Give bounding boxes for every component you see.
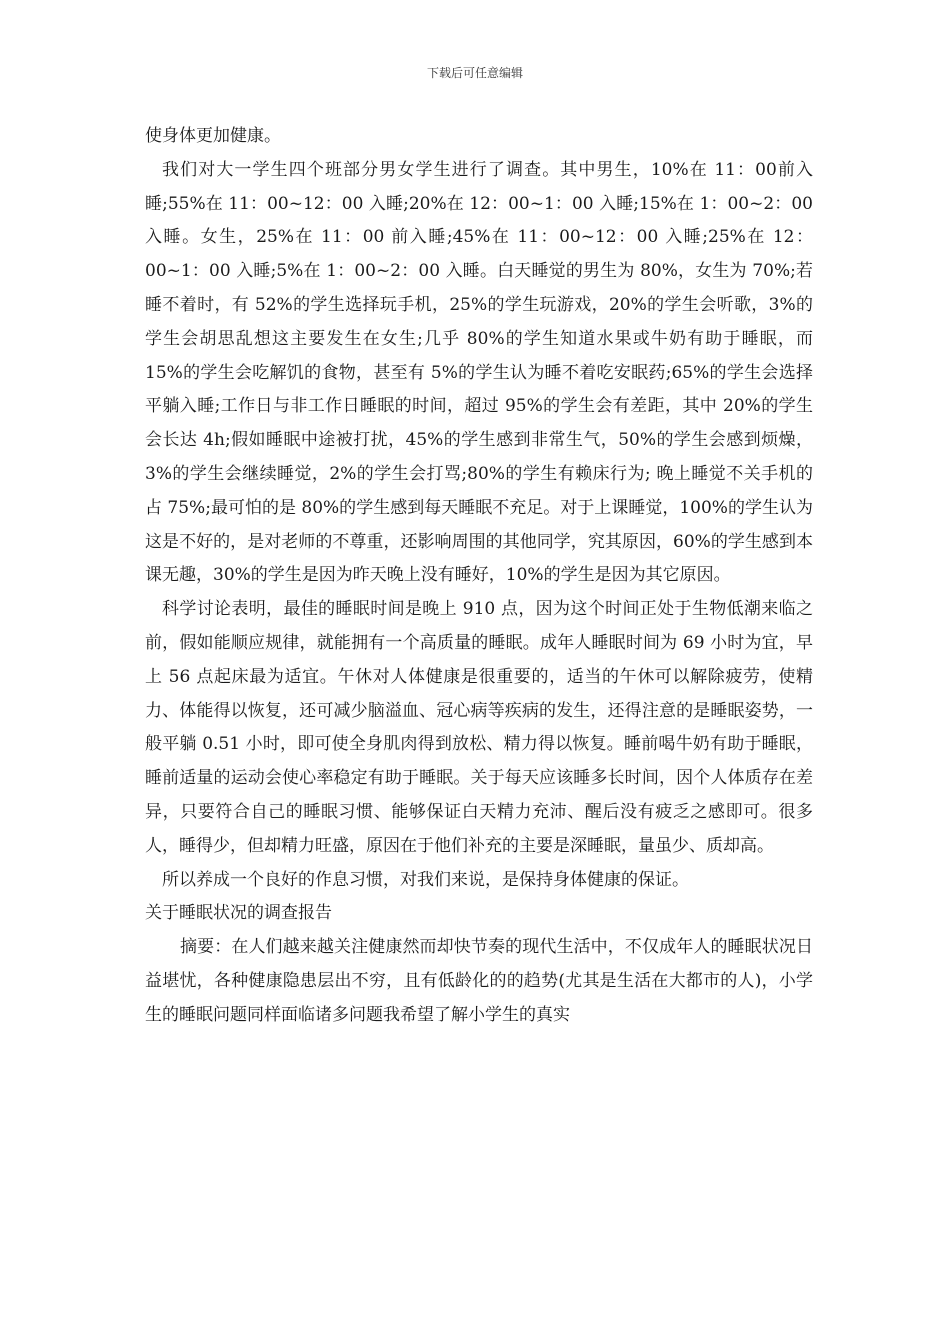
report-title: 关于睡眠状况的调查报告 bbox=[145, 903, 332, 924]
page-header: 下载后可任意编辑 bbox=[426, 66, 523, 80]
paragraph-conclusion: 所以养成一个良好的作息习惯，对我们来说，是保持身体健康的保证。 bbox=[162, 869, 689, 890]
document-body bbox=[145, 120, 813, 1033]
paragraph-scientific-discussion: 科学讨论表明，最佳的睡眠时间是晚上 910 点，因为这个时间正处于生物低潮来临之前，假如能顺应规律，就能拥有一个高质量的睡眠。成年人睡眠时间为 69 小时为宜，早上 56 点起床最为适宜。午休对人体健康是很重要的，适当的午休可以解除疲劳，使精力、体能得以恢复，还可减少脑溢血、冠心病等疾病的发生，还得注意的是睡眠姿势，一般平躺 0.51 小时，即可使全身肌肉得到放松、精力得以恢复。睡前喝牛奶有助于睡眠，睡前适量的运动会使心率稳定有助于睡眠。关于每天应该睡多长时间，因个人体质存在差异，只要符合自己的睡眠习惯、能够保证白天精力充沛、醒后没有疲乏之感即可。很多人，睡得少，但却精力旺盛，原因在于他们补充的主要是深睡眠，量虽少、质却高。 bbox=[145, 599, 813, 856]
paragraph-continuation: 使身体更加健康。 bbox=[145, 126, 281, 146]
paragraph-abstract: 摘要：在人们越来越关注健康然而却快节奏的现代生活中，不仅成年人的睡眠状况日益堪忧，各种健康隐患层出不穷，且有低龄化的的趋势(尤其是生活在大都市的人)，小学生的睡眠问题同样面临诸多问题我希望了解小学生的真实 bbox=[145, 937, 813, 1025]
paragraph-survey-results: 我们对大一学生四个班部分男女学生进行了调查。其中男生，10%在 11：00前入睡;55%在 11：00~12：00 入睡;20%在 12：00~1：00 入睡;15%在 1：00~2：00 入睡。女生，25%在 11：00 前入睡;45%在 11：00~12：00 入睡;25%在 12：00~1：00 入睡;5%在 1：00~2：00 入睡。白天睡觉的男生为 80%，女生为 70%;若睡不着时，有 52%的学生选择玩手机，25%的学生玩游戏，20%的学生会听歌，3%的学生会胡思乱想这主要发生在女生;几乎 80%的学生知道水果或牛奶有助于睡眠，而 15%的学生会吃解饥的食物，甚至有 5%的学生认为睡不着吃安眠药;65%的学生会选择平躺入睡;工作日与非工作日睡眠的时间，超过 95%的学生会有差距，其中 20%的学生会长达 4h;假如睡眠中途被打扰，45%的学生感到非常生气，50%的学生会感到烦燥，3%的学生会继续睡觉，2%的学生会打骂;80%的学生有赖床行为; 晚上睡觉不关手机的占 75%;最可怕的是 80%的学生感到每天睡眠不充足。对于上课睡觉，100%的学生认为这是不好的，是对老师的不尊重，还影响周围的其他同学，究其原因，60%的学生感到本课无趣，30%的学生是因为昨天晚上没有睡好，10%的学生是因为其它原因。 bbox=[145, 159, 813, 586]
